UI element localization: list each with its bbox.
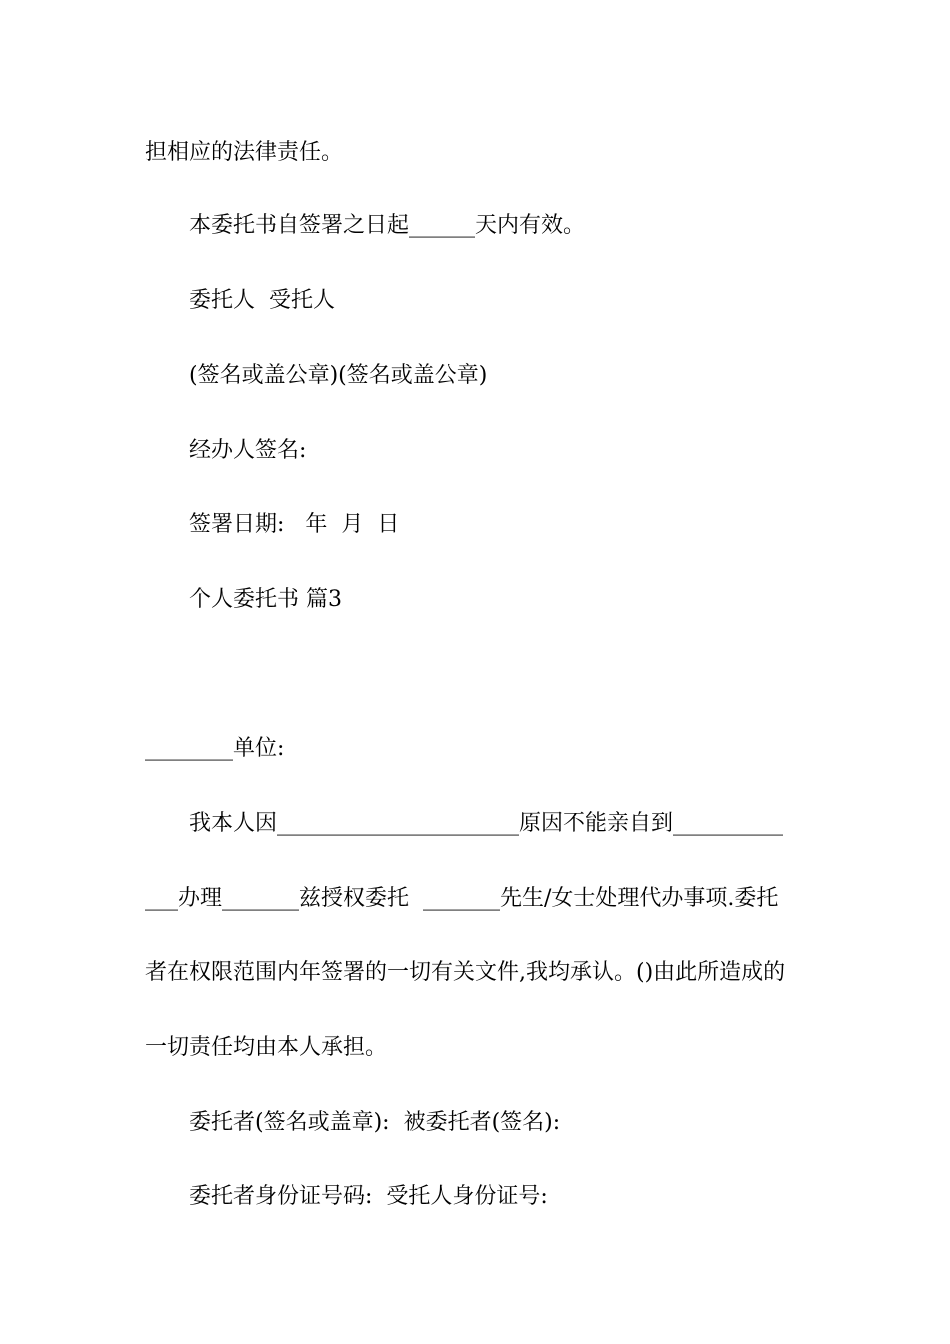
text-line-parties: 委托人 受托人 bbox=[189, 288, 335, 313]
text-line-id-numbers: 委托者身份证号码: 受托人身份证号: bbox=[189, 1184, 548, 1209]
text-line-signature-seal: (签名或盖公章)(签名或盖公章) bbox=[189, 363, 488, 388]
text-line-body-2: ___办理_______兹授权委托 _______先生/女士处理代办事项.委托 bbox=[145, 886, 779, 911]
section-heading: 个人委托书 篇3 bbox=[189, 587, 342, 612]
text-line-addressee-unit: ________单位: bbox=[145, 736, 285, 761]
text-line-signing-date: 签署日期: 年 月 日 bbox=[189, 512, 400, 537]
text-line-liability: 担相应的法律责任。 bbox=[145, 140, 344, 165]
text-line-handler-signature: 经办人签名: bbox=[189, 438, 307, 463]
text-line-validity: 本委托书自签署之日起______天内有效。 bbox=[189, 213, 586, 238]
text-line-signatures: 委托者(签名或盖章): 被委托者(签名): bbox=[189, 1110, 561, 1135]
text-line-body-4: 一切责任均由本人承担。 bbox=[145, 1035, 388, 1060]
text-line-body-3: 者在权限范围内年签署的一切有关文件,我均承认。()由此所造成的 bbox=[145, 960, 786, 985]
text-line-body-1: 我本人因______________________原因不能亲自到__________ bbox=[189, 811, 784, 836]
